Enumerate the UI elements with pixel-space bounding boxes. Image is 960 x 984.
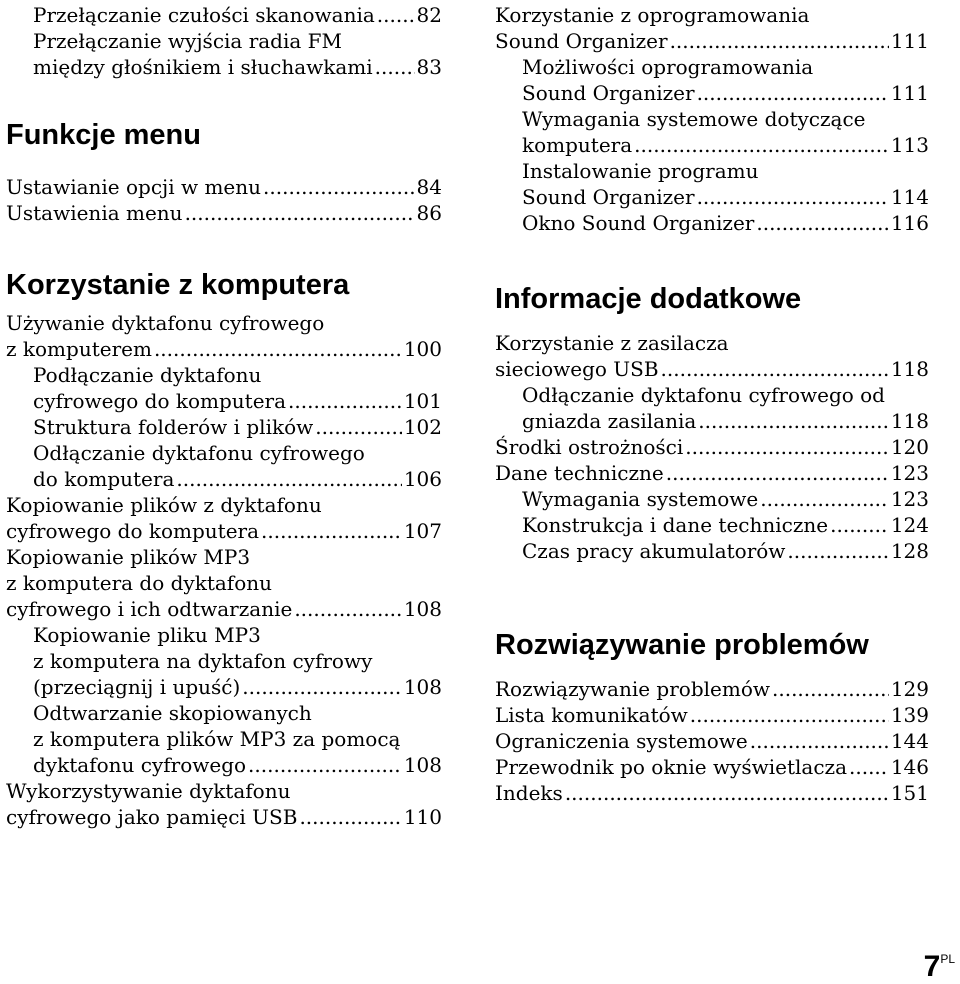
toc-entry [6,174,442,200]
dot-leader [299,804,401,830]
toc-entry-text: cyfrowego do komputera [6,519,260,543]
toc-subentry [495,512,929,538]
dot-leader [565,780,889,806]
toc-page-number: 108 [403,597,442,621]
toc-page-number: 146 [890,755,929,779]
dot-leader [176,466,401,492]
toc-entry-text: Konstrukcja i dane techniczne [522,513,829,537]
toc-page-number: 114 [890,185,929,209]
toc-subentry [495,158,929,210]
dot-leader [698,408,889,434]
toc-entry-text: z komputera do dyktafonu [6,571,273,595]
toc-entry-line [495,754,929,780]
toc-entry-text: Odłączanie dyktafonu cyfrowego [33,441,365,465]
toc-entry-text: Okno Sound Organizer [522,211,755,235]
toc-entry-text: Kopiowanie plików MP3 [6,545,251,569]
toc-subentry [6,440,442,492]
toc-entry-line [33,414,442,440]
toc-subentry [495,486,929,512]
toc-page-number: 108 [403,675,442,699]
toc-entry-line [522,538,929,564]
toc-entry-line [522,512,929,538]
toc-page-number: 128 [890,539,929,563]
toc-page-number: 84 [416,175,442,199]
toc-entry [495,702,929,728]
dot-leader [315,414,402,440]
toc-entry-line [522,486,929,512]
toc-page-number: 108 [403,753,442,777]
toc-entry [495,780,929,806]
dot-leader [697,80,889,106]
toc-entry-line [495,702,929,728]
toc-entry-line [522,408,929,434]
toc-page-number: 123 [890,487,929,511]
dot-leader [288,388,402,414]
toc-page-number: 107 [403,519,442,543]
dot-leader [750,728,889,754]
toc-entry-text: z komputera na dyktafon cyfrowy [33,649,373,673]
toc-entry-text: Przełączanie wyjścia radia FM [33,29,343,53]
dot-leader [634,132,889,158]
dot-leader [670,28,889,54]
toc-entry [495,460,929,486]
page-number-value: 7 [923,950,941,983]
toc-entry [495,754,929,780]
toc-entry-text: cyfrowego do komputera [33,389,287,413]
toc-entry-text: sieciowego USB [495,357,659,381]
section-entries [6,310,442,830]
toc-entry [495,2,929,54]
dot-leader [294,596,402,622]
toc-section [495,282,929,563]
toc-subentry [6,28,442,80]
toc-entry-text: gniazda zasilania [522,409,697,433]
dot-leader [830,512,889,538]
toc-entry-line [6,174,442,200]
toc-entry-text: Sound Organizer [495,29,668,53]
toc-subentry [6,700,442,778]
dot-leader [772,676,889,702]
toc-entry-text: Rozwiązywanie problemów [495,677,770,701]
toc-page-number: 111 [890,29,929,53]
dot-leader [760,486,889,512]
dot-leader [375,54,415,80]
toc-page-number: 110 [403,805,442,829]
toc-entry-line [6,200,442,226]
toc-entry-text: (przeciągnij i upuść) [33,675,241,699]
toc-entry-line [6,596,442,622]
toc-subentry [495,538,929,564]
toc-subentry [495,382,929,434]
toc-section [495,628,929,805]
toc-page-number: 86 [416,201,442,225]
toc-continued-entries [6,2,442,80]
page-number [924,952,955,982]
toc-page-number: 139 [890,703,929,727]
section-heading: Korzystanie z komputera [6,269,350,301]
toc-entry-text: Przełączanie czułości skanowania [33,3,375,27]
toc-page-number: 124 [890,513,929,537]
toc-entry-text: Korzystanie z zasilacza [495,331,729,355]
dot-leader [185,200,415,226]
toc-subentry [6,362,442,414]
toc-entry-text: Wymagania systemowe dotyczące [522,107,866,131]
toc-entry [6,310,442,362]
dot-leader [661,356,889,382]
toc-entry-line [495,460,929,486]
toc-entry-line [495,676,929,702]
toc-page-number: 116 [890,211,929,235]
dot-leader [377,2,415,28]
toc-entry-text: Wykorzystywanie dyktafonu [6,779,291,803]
toc-entry [6,544,442,622]
toc-page-number: 113 [890,133,929,157]
toc-entry-text: Sound Organizer [522,185,695,209]
section-entries [6,174,442,226]
toc-entry-line [33,388,442,414]
toc-entry-text: Używanie dyktafonu cyfrowego [6,311,325,335]
dot-leader [263,174,415,200]
toc-entry-line [495,728,929,754]
toc-entry-text: cyfrowego jako pamięci USB [6,805,298,829]
toc-page-number: 118 [890,409,929,433]
toc-entry [6,778,442,830]
language-code: PL [940,952,955,966]
toc-entry-line [33,54,442,80]
toc-entry [495,434,929,460]
toc-entry-line [495,434,929,460]
toc-continued-entries [495,2,929,236]
toc-entry [6,492,442,544]
toc-entry [495,330,929,382]
toc-entry-text: Dane techniczne [495,461,664,485]
dot-leader [248,752,402,778]
toc-page-number: 111 [890,81,929,105]
toc-entry-line [33,466,442,492]
toc-subentry [495,210,929,236]
toc-entry-text: do komputera [33,467,175,491]
toc-entry-text: z komputerem [6,337,152,361]
toc-entry [495,728,929,754]
toc-entry-text: Odtwarzanie skopiowanych [33,701,312,725]
toc-entry [6,200,442,226]
toc-entry-text: Sound Organizer [522,81,695,105]
toc-entry-text: Podłączanie dyktafonu [33,363,262,387]
toc-page-number: 144 [890,729,929,753]
toc-page-number: 101 [403,389,442,413]
dot-leader [261,518,402,544]
toc-entry-text: Korzystanie z oprogramowania [495,3,810,27]
toc-entry-text: Możliwości oprogramowania [522,55,814,79]
toc-page-number: 83 [416,55,442,79]
toc-page-number: 120 [890,435,929,459]
dot-leader [154,336,402,362]
toc-entry-line [522,184,929,210]
toc-entry-text: z komputera plików MP3 za pomocą [33,727,401,751]
dot-leader [787,538,888,564]
toc-entry-line [522,132,929,158]
toc-section [6,118,442,225]
dot-leader [690,702,889,728]
toc-entry-text: komputera [522,133,633,157]
toc-entry-text: Kopiowanie pliku MP3 [33,623,261,647]
toc-entry-text: Ustawienia menu [6,201,183,225]
dot-leader [697,184,889,210]
toc-page-number: 123 [890,461,929,485]
toc-entry-text: Środki ostrożności [495,435,684,459]
toc-entry-line [33,752,442,778]
toc-entry-text: Ustawianie opcji w menu [6,175,262,199]
toc-page-number: 100 [403,337,442,361]
toc-subentry [6,622,442,700]
toc-entry-line [6,804,442,830]
toc-entry-text: cyfrowego i ich odtwarzanie [6,597,293,621]
dot-leader [849,754,889,780]
toc-entry-line [495,28,929,54]
toc-entry-line [6,518,442,544]
toc-entry-line [33,674,442,700]
toc-page-number: 102 [403,415,442,439]
toc-section [6,268,442,829]
toc-entry-line [6,336,442,362]
section-heading: Funkcje menu [6,119,201,151]
toc-entry-text: Czas pracy akumulatorów [522,539,786,563]
toc-subentry [495,54,929,106]
toc-entry-text: dyktafonu cyfrowego [33,753,247,777]
toc-page-number: 129 [890,677,929,701]
toc-page-number: 118 [890,357,929,381]
section-entries [495,330,929,564]
toc-entry-text: Przewodnik po oknie wyświetlacza [495,755,847,779]
toc-entry-text: Odłączanie dyktafonu cyfrowego od [522,383,885,407]
toc-page-number: 151 [890,781,929,805]
toc-subentry [495,106,929,158]
toc-entry-line [495,780,929,806]
toc-entry-line [522,80,929,106]
toc-entry-text: między głośnikiem i słuchawkami [33,55,373,79]
section-heading: Rozwiązywanie problemów [495,629,869,661]
toc-entry-text: Lista komunikatów [495,703,688,727]
toc-entry-text: Instalowanie programu [522,159,759,183]
dot-leader [242,674,402,700]
dot-leader [685,434,889,460]
toc-subentry [6,2,442,28]
toc-entry [495,676,929,702]
dot-leader [756,210,888,236]
toc-entry-text: Struktura folderów i plików [33,415,314,439]
toc-entry-text: Indeks [495,781,563,805]
section-entries [495,676,929,806]
toc-entry-text: Kopiowanie plików z dyktafonu [6,493,322,517]
toc-entry-text: Ograniczenia systemowe [495,729,748,753]
toc-entry-line [33,2,442,28]
toc-page-number: 106 [403,467,442,491]
toc-entry-line [522,210,929,236]
section-heading: Informacje dodatkowe [495,283,802,315]
toc-page-number: 82 [416,3,442,27]
dot-leader [666,460,889,486]
toc-entry-line [495,356,929,382]
toc-entry-text: Wymagania systemowe [522,487,759,511]
toc-subentry [6,414,442,440]
